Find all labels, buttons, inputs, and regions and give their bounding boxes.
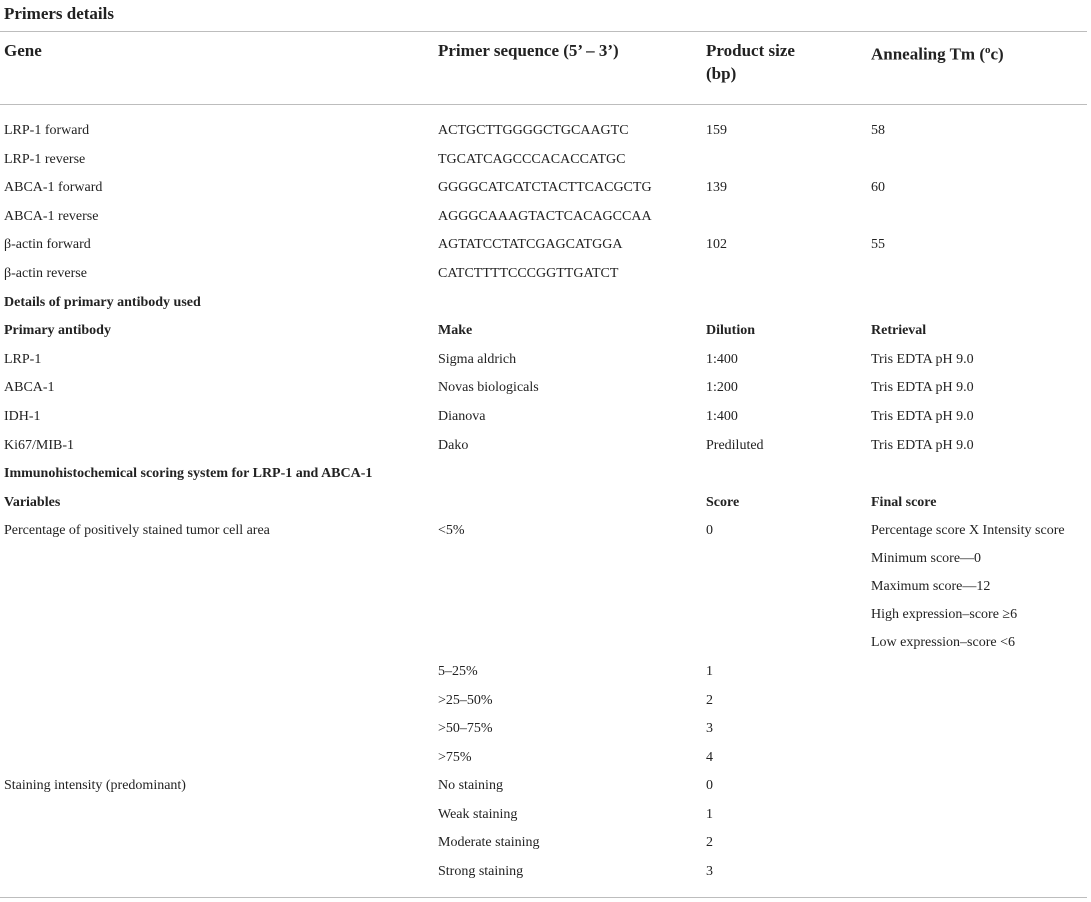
table-row: 5–25% 1 <box>438 664 713 679</box>
header-annealing-tm: Annealing Tm ($^o$c) <box>871 44 1004 64</box>
table-row: Percentage of positively stained tumor cell area <5% 0 <box>4 523 713 538</box>
final-score-line: Percentage score X Intensity score <box>871 523 1065 538</box>
table-row: >75% 4 <box>438 750 713 765</box>
table-row: LRP-1 Sigma aldrich 1:400 Tris EDTA pH 9.0 <box>4 352 974 367</box>
scoring-header-row: Variables Score Final score <box>4 495 937 510</box>
table-row: β-actin forward AGTATCCTATCGAGCATGGA 102 55 <box>4 237 885 252</box>
table-row: >25–50% 2 <box>438 693 713 708</box>
table-row: >50–75% 3 <box>438 721 713 736</box>
header-product-size: Product size (bp) <box>706 41 795 83</box>
table-row: LRP-1 reverse TGCATCAGCCCACACCATGC <box>4 152 626 167</box>
table-row: ABCA-1 Novas biologicals 1:200 Tris EDTA pH 9.0 <box>4 380 974 395</box>
final-score-line: High expression–score ≥6 <box>871 607 1018 622</box>
table-row: ABCA-1 reverse AGGGCAAAGTACTCACAGCCAA <box>4 209 652 224</box>
table-row: Strong staining 3 <box>438 864 713 879</box>
table-row: β-actin reverse CATCTTTTCCCGGTTGATCT <box>4 266 619 281</box>
table-row: IDH-1 Dianova 1:400 Tris EDTA pH 9.0 <box>4 409 974 424</box>
table-row: LRP-1 forward ACTGCTTGGGGCTGCAAGTC 159 58 <box>4 123 885 138</box>
table-row: Weak staining 1 <box>438 807 713 822</box>
final-score-line: Low expression–score <6 <box>871 635 1015 650</box>
section-title-antibody: Details of primary antibody used <box>4 295 201 310</box>
table-row: Staining intensity (predominant) No staining 0 <box>4 778 713 793</box>
header-rule <box>0 104 1087 105</box>
table-title: Primers details <box>4 4 114 23</box>
bottom-rule <box>0 897 1087 898</box>
header-primer-sequence: Primer sequence (5’ – 3’) <box>438 41 619 60</box>
top-rule <box>0 31 1087 32</box>
final-score-line: Maximum score—12 <box>871 579 991 594</box>
table-row: Ki67/MIB-1 Dako Prediluted Tris EDTA pH 9.0 <box>4 438 974 453</box>
final-score-line: Minimum score—0 <box>871 551 982 566</box>
table-row: ABCA-1 forward GGGGCATCATCTACTTCACGCTG 139 60 <box>4 180 885 195</box>
section-title-scoring: Immunohistochemical scoring system for LRP-1 and ABCA-1 <box>4 466 373 481</box>
header-gene: Gene <box>4 41 42 60</box>
antibody-header-row: Primary antibody Make Dilution Retrieval <box>4 323 927 338</box>
table-row: Moderate staining 2 <box>438 835 713 850</box>
